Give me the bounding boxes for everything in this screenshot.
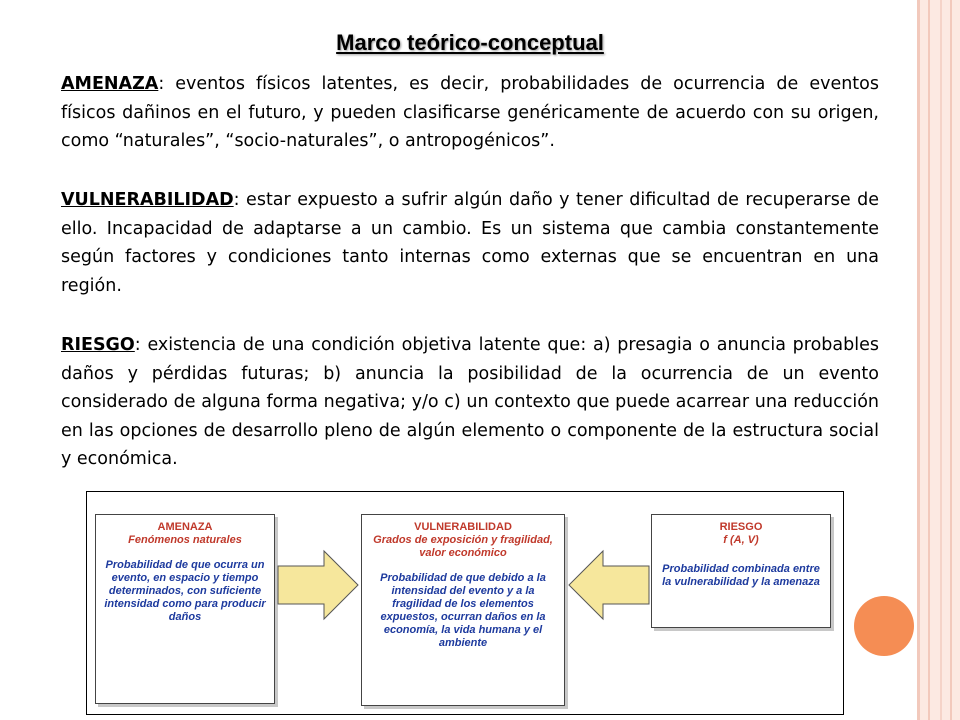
edge-stripe [950, 0, 952, 720]
box-body: Probabilidad combinada entre la vulnerabilidad y la amenaza [662, 563, 820, 588]
diagram-box-vulnerabilidad [361, 514, 565, 706]
box-body: Probabilidad de que debido a la intensidad del evento y a la fragilidad de los elementos expuestos, ocurran daños en la economía, la vida humana y el ambiente [380, 572, 546, 649]
box-header: RIESGO [719, 521, 763, 533]
diagram-box-riesgo [651, 514, 831, 628]
box-subtitle: f (A, V) [723, 534, 759, 546]
term-riesgo: RIESGO [61, 335, 135, 355]
box-header: AMENAZA [157, 521, 213, 533]
edge-stripe [928, 0, 930, 720]
term-vulnerabilidad: VULNERABILIDAD [61, 190, 234, 210]
definition-riesgo: : existencia de una condición objetiva latente que: a) presagia o anuncia probables daños y pérdidas futuras; b) anuncia la posibilidad de la ocurrencia de un evento considerado de alguna forma negativa; y/o c) un contexto que puede acarrear una reducción en las opciones de desarrollo pleno de algún elemento o componente de la estructura social y económica. [61, 335, 879, 469]
risk-diagram [86, 491, 844, 715]
paragraph-riesgo [61, 331, 879, 474]
slide-title: Marco teórico-conceptual [336, 30, 604, 55]
term-amenaza: AMENAZA [61, 74, 159, 94]
arrow-left-icon [567, 548, 651, 622]
paragraph-vulnerabilidad [61, 186, 879, 300]
decorative-circle [854, 596, 914, 656]
definition-amenaza: : eventos físicos latentes, es decir, probabilidades de ocurrencia de eventos físicos dañinos en el futuro, y pueden clasificarse genéricamente de acuerdo con su origen, como “naturales”, “socio-naturales”, o antropogénicos”. [61, 74, 879, 151]
paragraph-amenaza [61, 70, 879, 156]
box-body: Probabilidad de que ocurra un evento, en espacio y tiempo determinados, con suficiente intensidad como para producir daños [104, 559, 266, 623]
edge-stripe [940, 0, 942, 720]
arrow-right-icon [276, 548, 360, 622]
box-header: VULNERABILIDAD [414, 521, 512, 533]
box-subtitle: Fenómenos naturales [128, 534, 242, 546]
definition-vulnerabilidad: : estar expuesto a sufrir algún daño y tener dificultad de recuperarse de ello. Incapacidad de adaptarse a un cambio. Es un sistema que cambia constantemente según factores y condiciones tanto internas como externas que se encuentran en una región. [61, 190, 879, 296]
diagram-box-amenaza [95, 514, 275, 704]
box-subtitle: Grados de exposición y fragilidad, valor económico [373, 534, 553, 559]
